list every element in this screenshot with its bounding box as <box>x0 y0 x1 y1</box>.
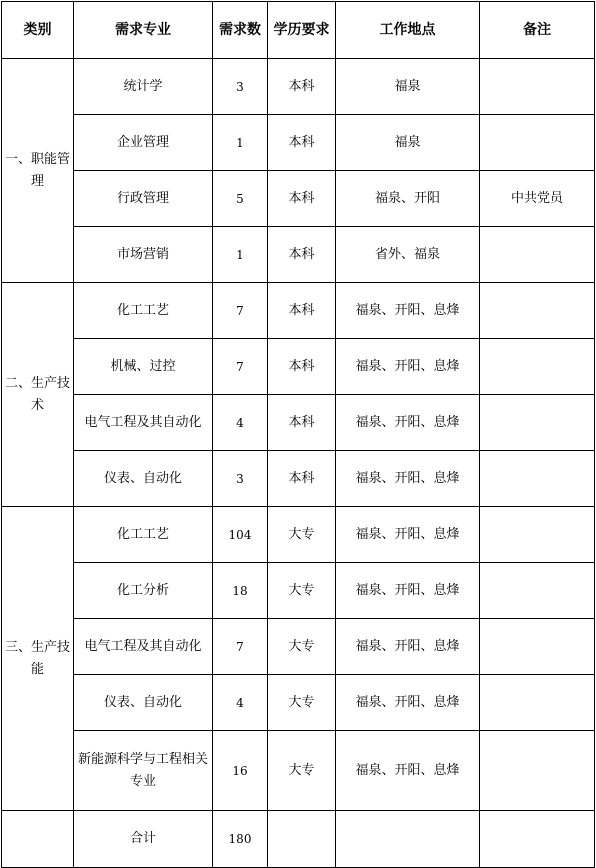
table-row <box>2 339 595 395</box>
note-cell <box>480 395 595 451</box>
count-cell: 1 <box>213 227 268 283</box>
note-cell <box>480 227 595 283</box>
education-cell: 本科 <box>268 283 336 339</box>
table-row <box>2 115 595 171</box>
major-cell: 机械、过控 <box>74 339 213 395</box>
education-cell: 大专 <box>268 731 336 811</box>
note-cell <box>480 115 595 171</box>
note-cell <box>480 507 595 563</box>
major-cell: 企业管理 <box>74 115 213 171</box>
major-cell: 仪表、自动化 <box>74 451 213 507</box>
location-cell: 福泉、开阳、息烽 <box>336 339 480 395</box>
education-cell: 本科 <box>268 395 336 451</box>
table-header-row <box>2 2 595 59</box>
education-cell: 大专 <box>268 563 336 619</box>
note-cell <box>480 339 595 395</box>
education-cell: 本科 <box>268 451 336 507</box>
location-cell: 福泉 <box>336 59 480 115</box>
count-cell: 1 <box>213 115 268 171</box>
table-row <box>2 283 595 339</box>
total-count: 180 <box>213 811 268 868</box>
category-cell-management: 一、职能管理 <box>2 59 74 283</box>
count-cell: 104 <box>213 507 268 563</box>
note-cell <box>480 675 595 731</box>
table-row <box>2 451 595 507</box>
count-cell: 7 <box>213 339 268 395</box>
note-cell <box>480 283 595 339</box>
total-row <box>2 811 595 868</box>
header-count: 需求数 <box>213 2 268 59</box>
count-cell: 18 <box>213 563 268 619</box>
note-cell <box>480 451 595 507</box>
header-note: 备注 <box>480 2 595 59</box>
total-category-cell <box>2 811 74 868</box>
education-cell: 大专 <box>268 507 336 563</box>
major-cell: 市场营销 <box>74 227 213 283</box>
total-label: 合计 <box>74 811 213 868</box>
total-note-cell <box>480 811 595 868</box>
table-row <box>2 675 595 731</box>
count-cell: 4 <box>213 675 268 731</box>
header-major: 需求专业 <box>74 2 213 59</box>
header-education: 学历要求 <box>268 2 336 59</box>
count-cell: 5 <box>213 171 268 227</box>
count-cell: 16 <box>213 731 268 811</box>
major-cell: 新能源科学与工程相关专业 <box>74 731 213 811</box>
location-cell: 福泉、开阳、息烽 <box>336 619 480 675</box>
table-row <box>2 619 595 675</box>
total-education-cell <box>268 811 336 868</box>
major-cell: 化工工艺 <box>74 283 213 339</box>
education-cell: 本科 <box>268 171 336 227</box>
note-cell <box>480 563 595 619</box>
major-cell: 行政管理 <box>74 171 213 227</box>
major-cell: 电气工程及其自动化 <box>74 619 213 675</box>
table-row <box>2 171 595 227</box>
location-cell: 福泉、开阳、息烽 <box>336 395 480 451</box>
total-location-cell <box>336 811 480 868</box>
category-cell-production-skill: 三、生产技能 <box>2 507 74 811</box>
recruitment-table <box>1 1 595 868</box>
location-cell: 福泉 <box>336 115 480 171</box>
table-row <box>2 227 595 283</box>
major-cell: 化工工艺 <box>74 507 213 563</box>
location-cell: 福泉、开阳、息烽 <box>336 731 480 811</box>
education-cell: 大专 <box>268 675 336 731</box>
count-cell: 7 <box>213 283 268 339</box>
count-cell: 7 <box>213 619 268 675</box>
category-cell-production-tech: 二、生产技术 <box>2 283 74 507</box>
education-cell: 本科 <box>268 115 336 171</box>
table-row <box>2 731 595 811</box>
education-cell: 大专 <box>268 619 336 675</box>
location-cell: 福泉、开阳、息烽 <box>336 563 480 619</box>
location-cell: 福泉、开阳、息烽 <box>336 451 480 507</box>
header-location: 工作地点 <box>336 2 480 59</box>
education-cell: 本科 <box>268 227 336 283</box>
education-cell: 本科 <box>268 59 336 115</box>
note-cell <box>480 59 595 115</box>
table-row <box>2 59 595 115</box>
count-cell: 3 <box>213 451 268 507</box>
count-cell: 3 <box>213 59 268 115</box>
table-row <box>2 507 595 563</box>
table-row <box>2 395 595 451</box>
location-cell: 福泉、开阳、息烽 <box>336 507 480 563</box>
location-cell: 福泉、开阳 <box>336 171 480 227</box>
table-row <box>2 563 595 619</box>
note-cell: 中共党员 <box>480 171 595 227</box>
location-cell: 福泉、开阳、息烽 <box>336 283 480 339</box>
header-category: 类别 <box>2 2 74 59</box>
note-cell <box>480 731 595 811</box>
education-cell: 本科 <box>268 339 336 395</box>
major-cell: 电气工程及其自动化 <box>74 395 213 451</box>
major-cell: 仪表、自动化 <box>74 675 213 731</box>
location-cell: 福泉、开阳、息烽 <box>336 675 480 731</box>
location-cell: 省外、福泉 <box>336 227 480 283</box>
note-cell <box>480 619 595 675</box>
major-cell: 统计学 <box>74 59 213 115</box>
count-cell: 4 <box>213 395 268 451</box>
major-cell: 化工分析 <box>74 563 213 619</box>
